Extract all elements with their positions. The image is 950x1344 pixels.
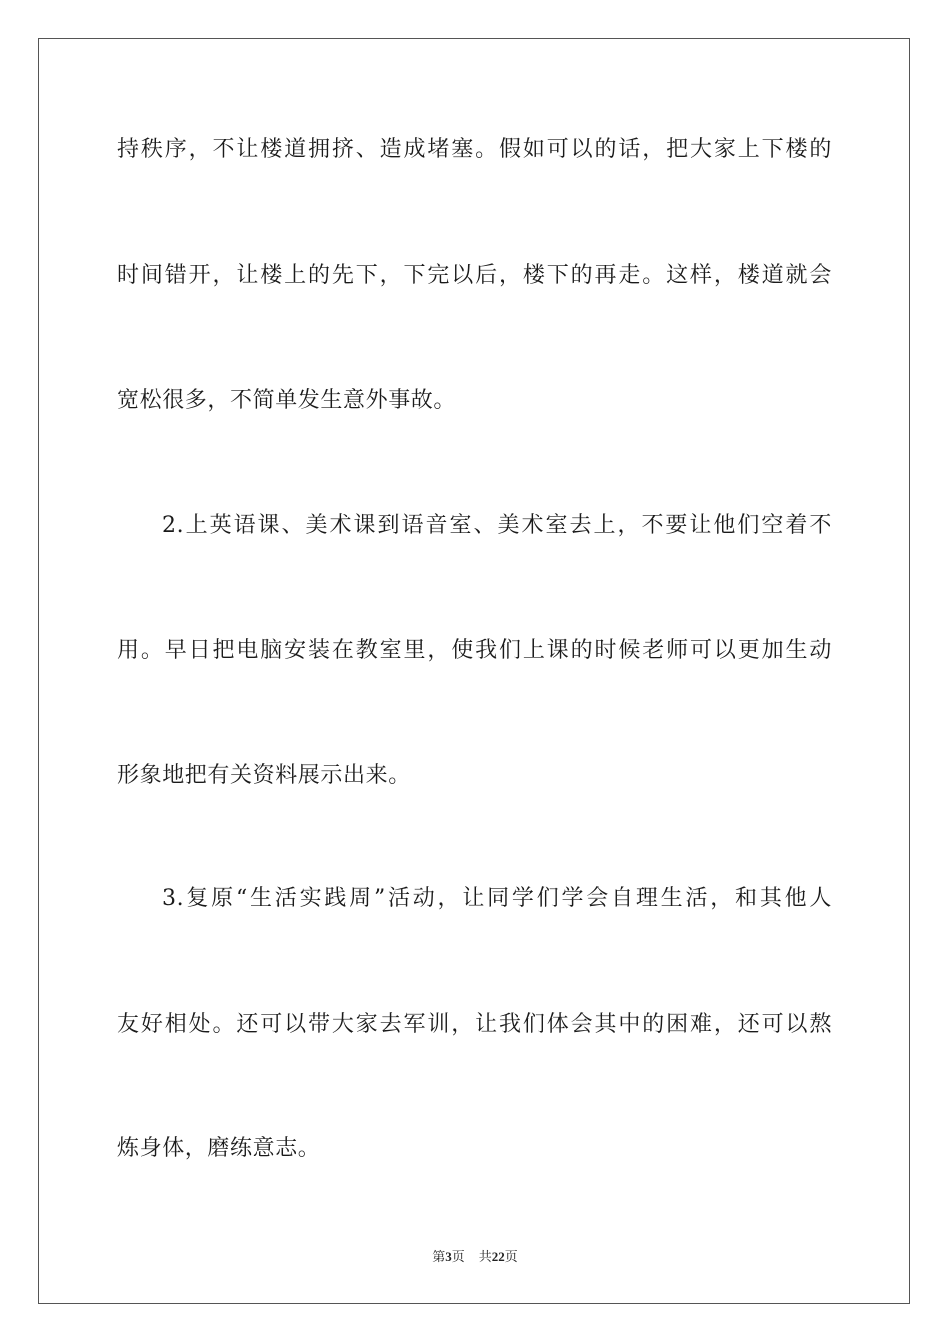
body-line-7: 3.复原“生活实践周”活动，让同学们学会自理生活，和其他人 [162,886,832,911]
page-prefix: 第 [432,1250,446,1265]
page-number: 3 [445,1249,452,1264]
page-suffix: 页 [451,1250,465,1265]
total-pages: 22 [491,1249,505,1264]
body-line-1: 持秩序，不让楼道拥挤、造成堵塞。假如可以的话，把大家上下楼的 [117,137,832,162]
body-line-2: 时间错开，让楼上的先下，下完以后，楼下的再走。这样，楼道就会 [117,263,832,288]
body-line-5: 用。早日把电脑安装在教室里，使我们上课的时候老师可以更加生动 [117,638,832,663]
body-line-6: 形象地把有关资料展示出来。 [117,763,411,788]
page-border [38,38,910,1304]
total-suffix: 页 [504,1250,518,1265]
body-line-8: 友好相处。还可以带大家去军训，让我们体会其中的困难，还可以熬 [117,1012,832,1037]
page-footer [0,1248,950,1267]
body-line-9: 炼身体，磨练意志。 [117,1136,321,1161]
body-line-3: 宽松很多，不简单发生意外事故。 [117,388,457,413]
body-line-4: 2.上英语课、美术课到语音室、美术室去上，不要让他们空着不 [162,513,832,538]
total-prefix: 共 [478,1250,492,1265]
